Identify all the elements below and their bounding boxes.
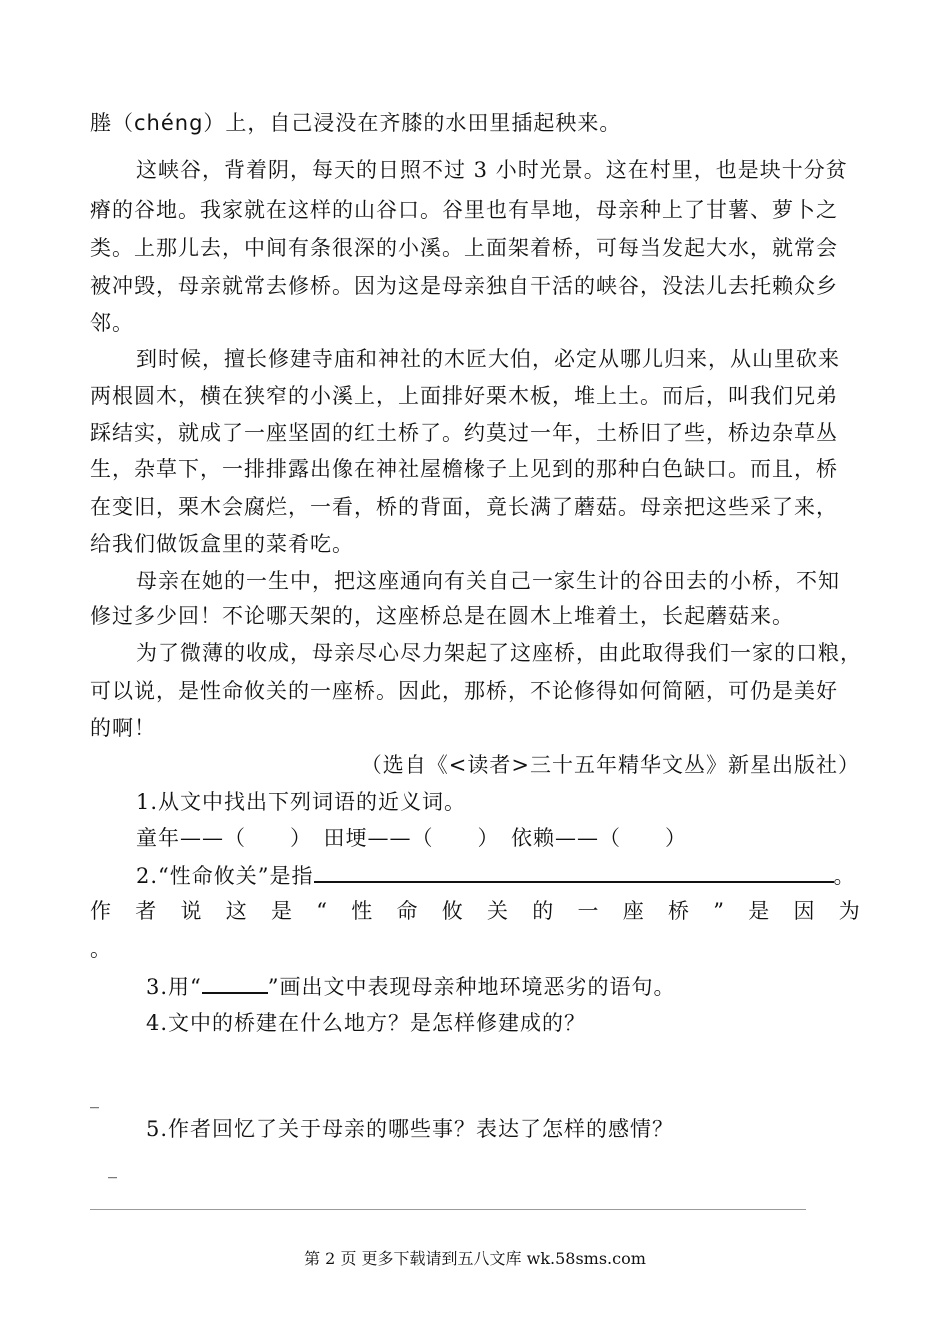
question-3-post: ”画出文中表现母亲种地环境恶劣的语句。 — [267, 975, 676, 999]
passage-line: 被冲毁，母亲就常去修桥。因为这是母亲独自干活的峡谷，没法儿去托赖众乡 — [90, 274, 838, 298]
char: 者 — [135, 899, 157, 923]
char: 这 — [225, 899, 247, 923]
passage-line: 两根圆木，横在狭窄的小溪上，上面排好栗木板，堆上土。而后，叫我们兄弟 — [90, 384, 838, 408]
passage-line: 在变旧，栗木会腐烂，一看，桥的背面，竟长满了蘑菇。母亲把这些采了来， — [90, 495, 838, 519]
question-2-prefix: 2.“性命攸关”是指 — [136, 864, 314, 888]
char: 攸 — [441, 899, 463, 923]
passage-text: ）上，自己浸没在齐膝的水田里插起秧来。 — [203, 111, 622, 135]
footer-divider — [90, 1209, 806, 1210]
answer-blank[interactable] — [314, 861, 834, 883]
question-2-line2 — [90, 898, 860, 924]
passage-line: 生，杂草下，一排排露出像在神社屋檐椽子上见到的那种白色缺口。而且，桥 — [90, 457, 838, 481]
passage-line: 这峡谷，背着阴，每天的日照不过 3 小时光景。这在村里，也是块十分贫 — [136, 158, 848, 182]
passage-line: 的啊！ — [90, 716, 156, 740]
passage-line: 可以说，是性命攸关的一座桥。因此，那桥，不论修得如何简陋，可仍是美好 — [90, 679, 838, 703]
char: 为 — [838, 899, 860, 923]
question-4: 4.文中的桥建在什么地方？是怎样修建成的？ — [146, 1011, 587, 1035]
char: 一 — [577, 899, 599, 923]
answer-line-mark[interactable]: _ — [90, 1088, 99, 1109]
question-3 — [146, 972, 916, 1000]
question-1-title: 1.从文中找出下列词语的近义词。 — [136, 790, 467, 814]
question-3-pre: 3.用“ — [146, 975, 202, 999]
char: 是 — [748, 899, 770, 923]
pinyin-annotation: chéng — [134, 111, 204, 135]
question-5: 5.作者回忆了关于母亲的哪些事？表达了怎样的感情？ — [146, 1117, 675, 1141]
source-citation: （选自《<读者>三十五年精华文丛》新星出版社） — [360, 753, 860, 777]
passage-line: 修过多少回！不论哪天架的，这座桥总是在圆木上堆着土，长起蘑菇来。 — [90, 604, 794, 628]
passage-line: 踩结实，就成了一座坚固的红土桥了。约莫过一年，土桥旧了些，桥边杂草丛 — [90, 421, 838, 445]
char: 关 — [487, 899, 508, 923]
question-2 — [136, 861, 856, 889]
passage-line: 瘠的谷地。我家就在这样的山谷口。谷里也有旱地，母亲种上了甘薯、萝卜之 — [90, 198, 838, 222]
char: 桥 — [668, 899, 689, 923]
question-2-end: 。 — [833, 864, 856, 888]
underline-sample — [202, 972, 268, 994]
passage-line: 为了微薄的收成，母亲尽心尽力架起了这座桥，由此取得我们一家的口粮， — [136, 641, 862, 665]
question-2-line3: 。 — [90, 937, 112, 961]
passage-line: 邻。 — [90, 311, 134, 335]
char: 作 — [90, 899, 111, 923]
passage-line: 母亲在她的一生中，把这座通向有关自己一家生计的谷田去的小桥，不知 — [136, 569, 840, 593]
passage-line — [90, 110, 860, 136]
char: ” — [713, 899, 724, 923]
char: 性 — [351, 899, 373, 923]
char: 座 — [622, 899, 644, 923]
answer-line-mark[interactable]: _ — [108, 1158, 117, 1179]
char: 说 — [180, 899, 202, 923]
char: 的 — [532, 899, 554, 923]
passage-text: 塍（ — [90, 111, 134, 135]
char: 是 — [271, 899, 292, 923]
page-footer: 第 2 页 更多下载请到五八文库 wk.58sms.com — [304, 1249, 646, 1268]
passage-line: 给我们做饭盒里的菜肴吃。 — [90, 532, 354, 556]
passage-line: 到时候，擅长修建寺庙和神社的木匠大伯，必定从哪儿归来，从山里砍来 — [136, 347, 840, 371]
char: “ — [316, 899, 327, 923]
char: 因 — [793, 899, 815, 923]
passage-line: 类。上那儿去，中间有条很深的小溪。上面架着桥，可每当发起大水，就常会 — [90, 236, 838, 260]
char: 命 — [396, 899, 418, 923]
question-1-items: 童年——（ ） 田埂——（ ） 依赖——（ ） — [136, 826, 687, 850]
